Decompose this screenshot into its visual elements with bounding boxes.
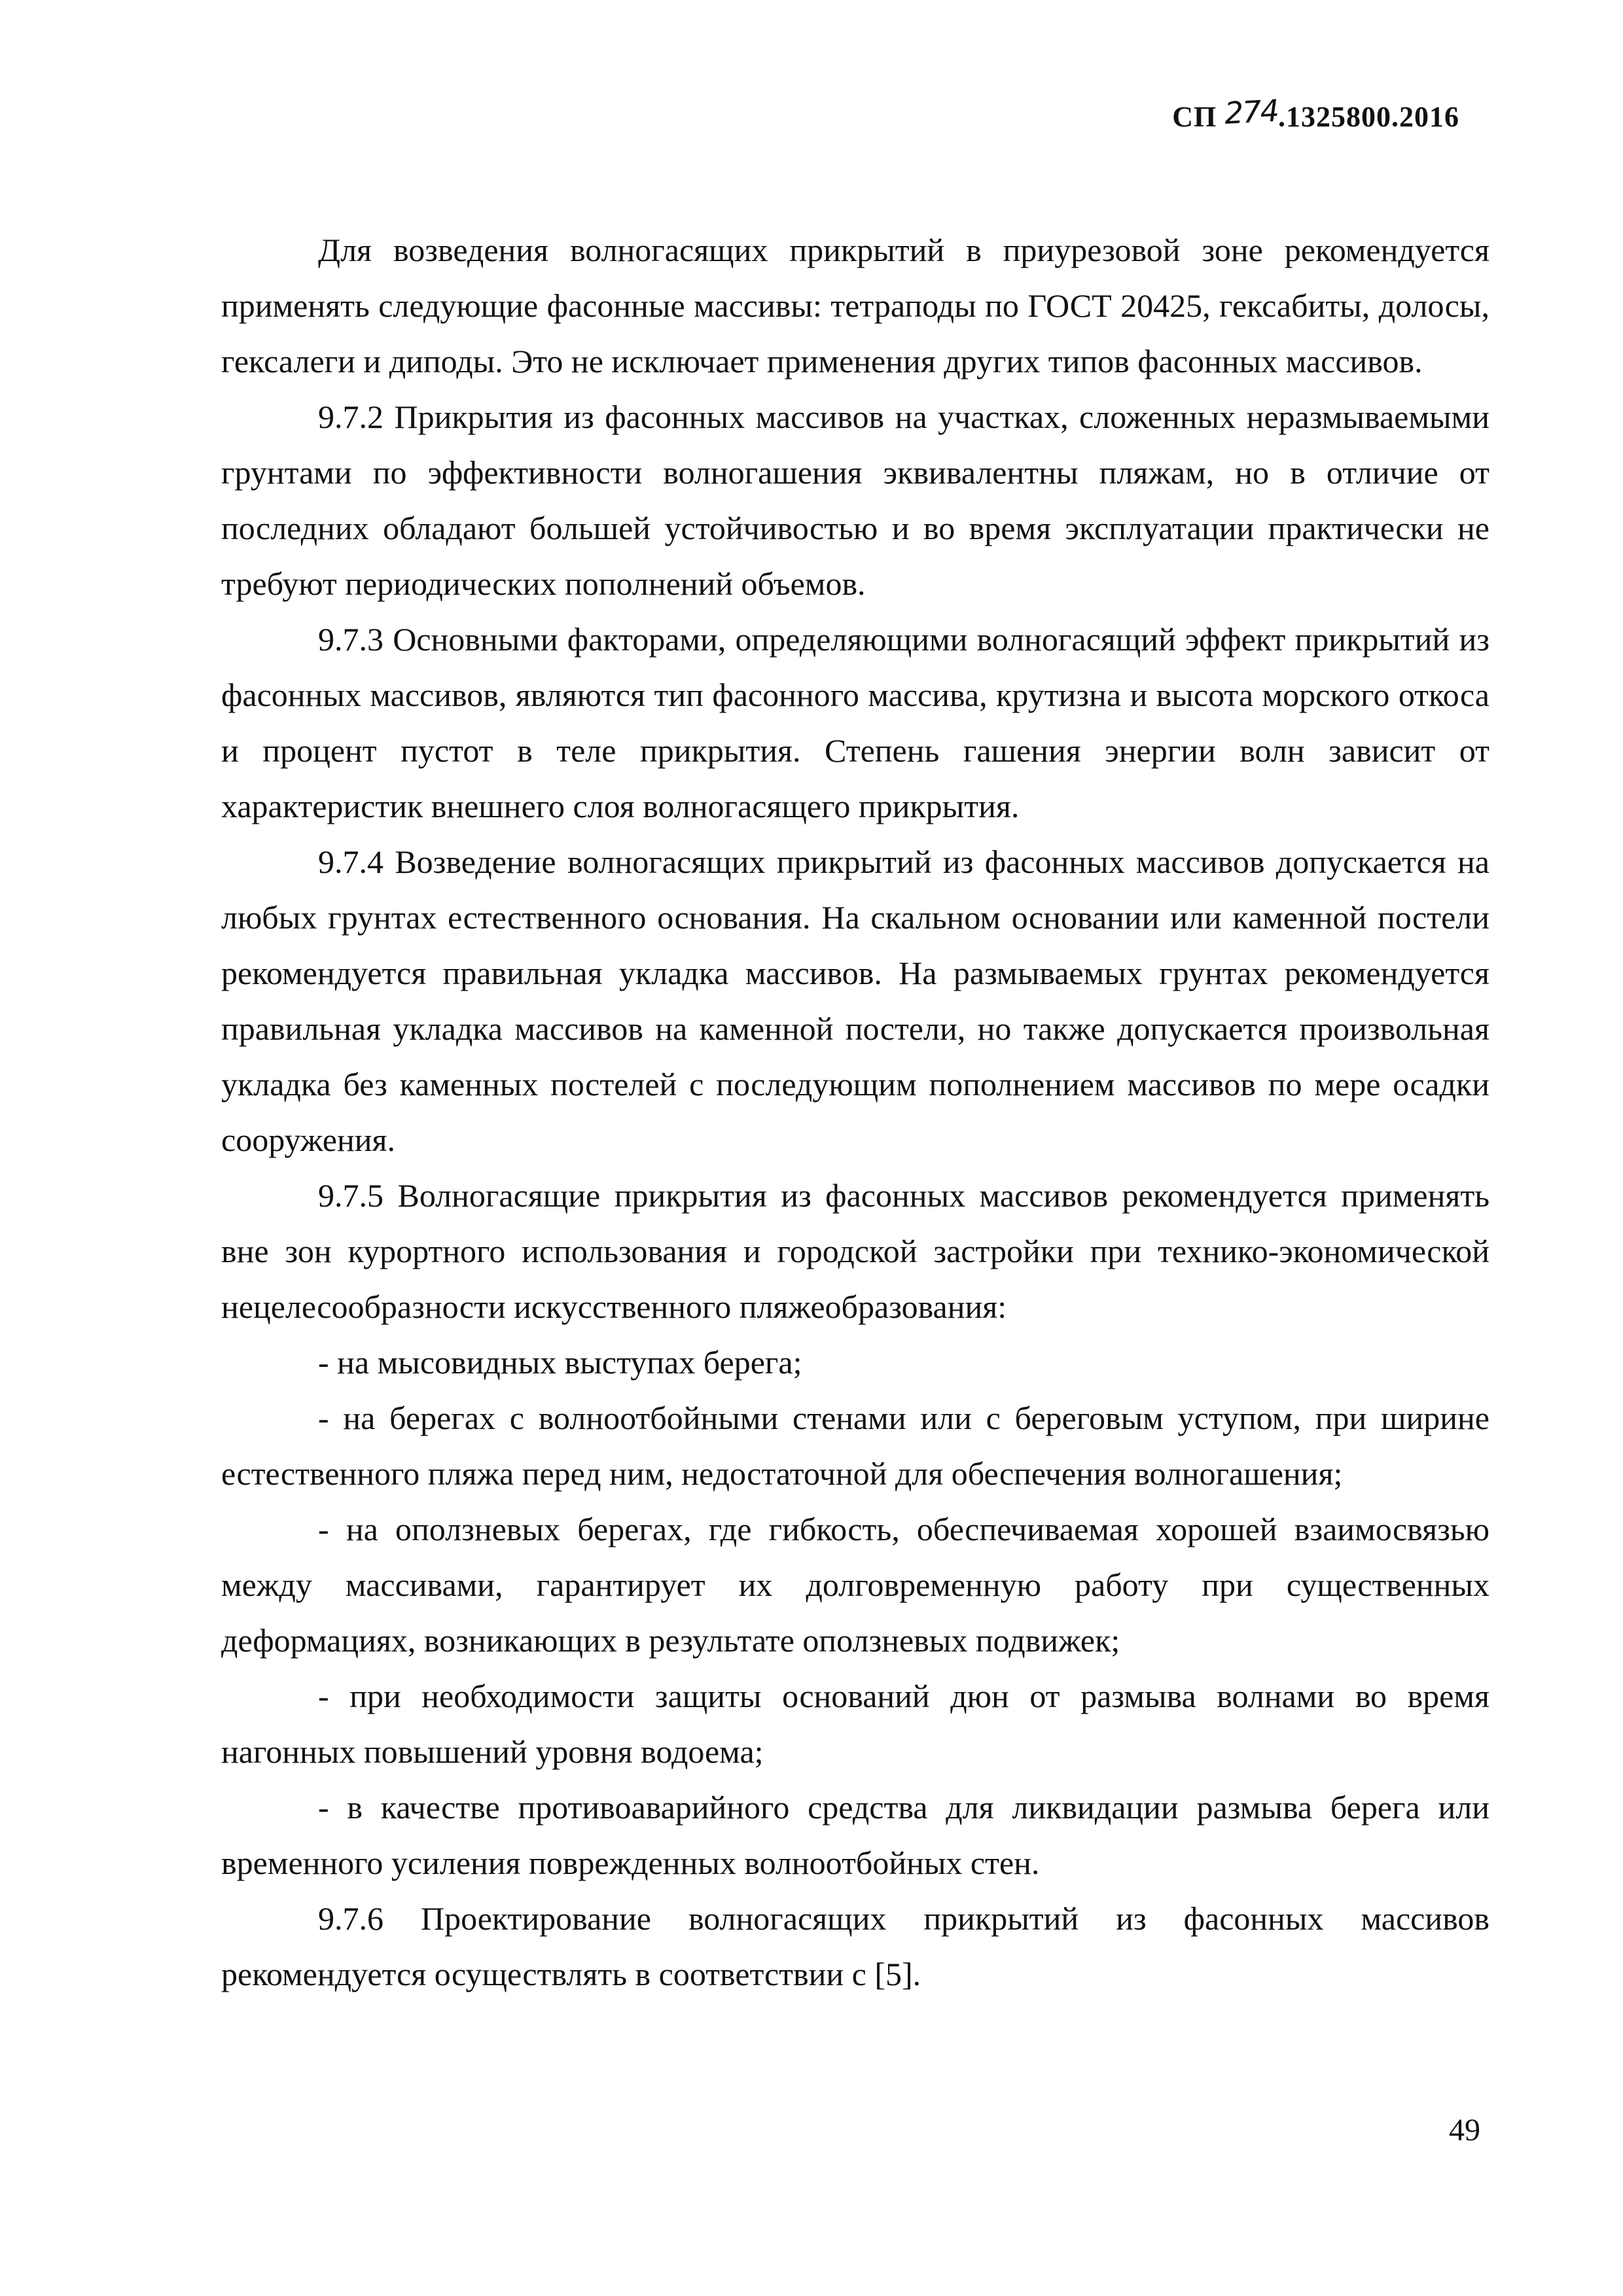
- paragraph-9-7-4: 9.7.4 Возведение волногасящих прикрытий из фасонных массивов допускается на любых грунтах естественного основания. На скальном основании или каменной постели рекомендуется правильная укладка массивов. На размываемых грунтах рекомендуется правильная укладка массивов на каменной постели, но также допускается произвольная укладка без каменных постелей с последующим пополнением массивов по мере осадки сооружения.: [221, 843, 1489, 1158]
- document-code: [1172, 92, 1459, 133]
- list-item: - при необходимости защиты оснований дюн от размыва волнами во время нагонных повышений уровня водоема;: [221, 1678, 1489, 1770]
- page-number: 49: [1449, 2113, 1480, 2147]
- document-code-prefix: СП: [1172, 101, 1225, 133]
- list-item: - на берегах с волноотбойными стенами или с береговым уступом, при ширине естественного пляжа перед ним, недостаточной для обеспечения волногашения;: [221, 1400, 1489, 1492]
- list-item: - на оползневых берегах, где гибкость, обеспечиваемая хорошей взаимосвязью между массивами, гарантирует их долговременную работу при существенных деформациях, возникающих в результате оползневых подвижек;: [221, 1511, 1489, 1659]
- paragraph-9-7-6: 9.7.6 Проектирование волногасящих прикрытий из фасонных массивов рекомендуется осуществлять в соответствии с [5].: [221, 1900, 1489, 1992]
- document-code-suffix: .1325800.2016: [1278, 101, 1459, 133]
- paragraph-9-7-3: 9.7.3 Основными факторами, определяющими волногасящий эффект прикрытий из фасонных массивов, являются тип фасонного массива, крутизна и высота морского откоса и процент пустот в теле прикрытия. Степень гашения энергии волн зависит от характеристик внешнего слоя волногасящего прикрытия.: [221, 621, 1489, 824]
- list-item: - в качестве противоаварийного средства для ликвидации размыва берега или временного усиления поврежденных волноотбойных стен.: [221, 1789, 1489, 1881]
- paragraph-intro: Для возведения волногасящих прикрытий в приурезовой зоне рекомендуется применять следующие фасонные массивы: тетраподы по ГОСТ 20425, гексабиты, долосы, гексалеги и диподы. Это не исключает применения других типов фасонных массивов.: [221, 232, 1489, 380]
- handwritten-number: 274: [1223, 92, 1279, 132]
- list-item: - на мысовидных выступах берега;: [318, 1344, 802, 1381]
- document-body: [221, 222, 1489, 2002]
- paragraph-9-7-2: 9.7.2 Прикрытия из фасонных массивов на участках, сложенных неразмываемыми грунтами по эффективности волногашения эквивалентны пляжам, но в отличие от последних обладают большей устойчивостью и во время эксплуатации практически не требуют периодических пополнений объемов.: [221, 398, 1489, 602]
- paragraph-9-7-5: 9.7.5 Волногасящие прикрытия из фасонных массивов рекомендуется применять вне зон курортного использования и городской застройки при технико-экономической нецелесообразности искусственного пляжеобразования:: [221, 1177, 1489, 1325]
